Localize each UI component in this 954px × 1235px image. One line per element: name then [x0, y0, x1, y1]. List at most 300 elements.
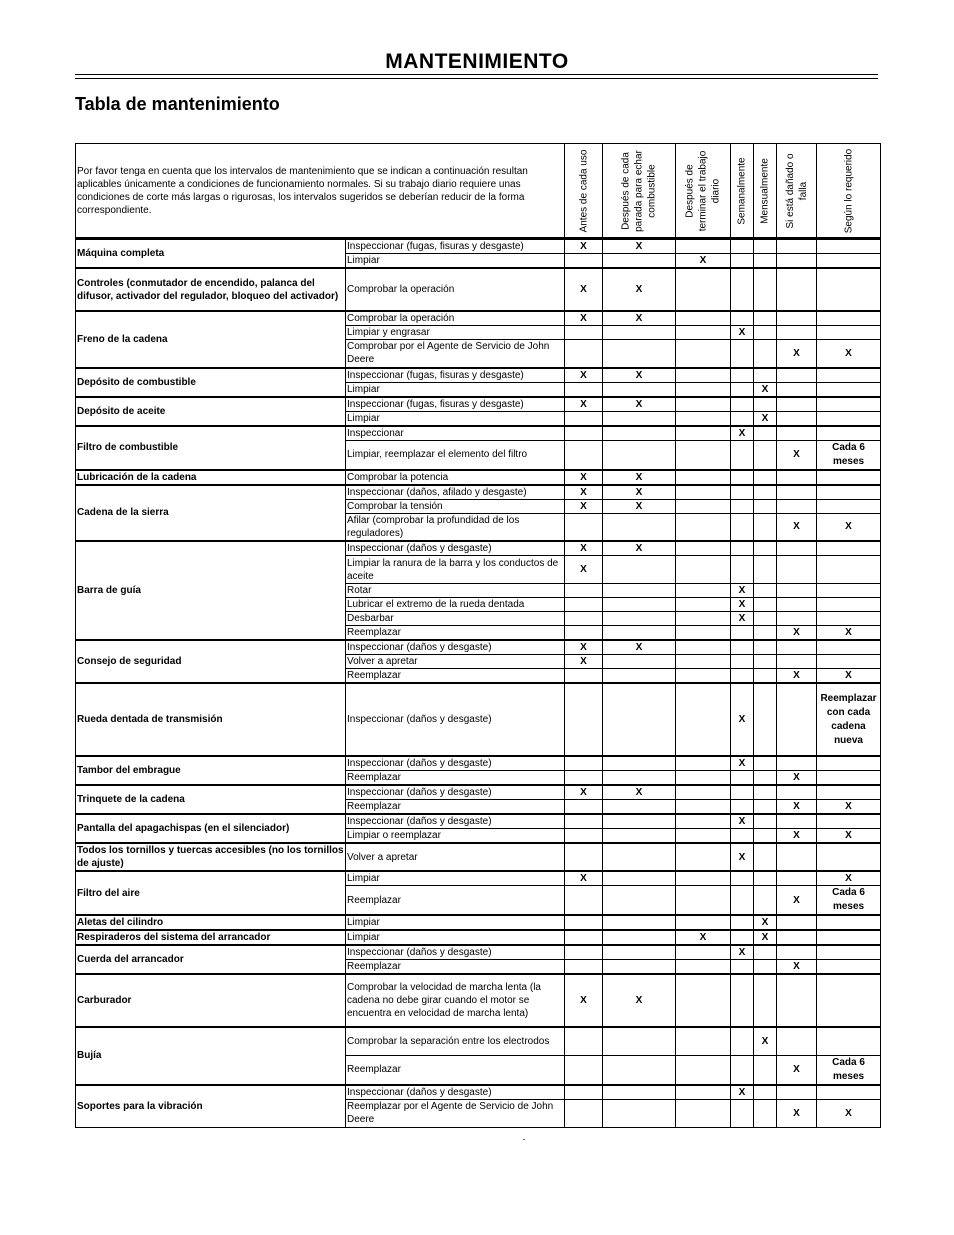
- task-cell: Inspeccionar (daños y desgaste): [346, 1085, 565, 1100]
- interval-mark-cell: [565, 1085, 603, 1100]
- interval-mark-cell: [754, 598, 777, 612]
- interval-mark-cell: [565, 612, 603, 626]
- table-row: [76, 1085, 881, 1100]
- interval-mark-cell: [754, 326, 777, 340]
- interval-mark-cell: [603, 945, 676, 960]
- section-heading: Tabla de mantenimiento: [75, 94, 280, 114]
- interval-mark-cell: X: [731, 612, 754, 626]
- interval-mark-cell: [565, 626, 603, 641]
- interval-mark-cell: [731, 871, 754, 886]
- interval-mark-cell: Cada 6 meses: [817, 440, 881, 470]
- interval-mark-cell: [603, 915, 676, 930]
- interval-mark-cell: [565, 886, 603, 916]
- interval-mark-cell: [777, 598, 817, 612]
- interval-mark-cell: X: [817, 513, 881, 541]
- interval-mark-cell: [676, 771, 731, 786]
- interval-mark-cell: [777, 499, 817, 513]
- interval-mark-cell: [754, 1099, 777, 1127]
- interval-mark-cell: [817, 1027, 881, 1055]
- interval-mark-cell: X: [777, 829, 817, 844]
- interval-mark-cell: X: [565, 368, 603, 383]
- component-cell: Lubricación de la cadena: [76, 470, 346, 485]
- interval-mark-cell: X: [777, 1055, 817, 1085]
- interval-mark-cell: X: [603, 499, 676, 513]
- interval-mark-cell: [817, 771, 881, 786]
- task-cell: Inspeccionar: [346, 426, 565, 441]
- interval-mark-cell: X: [565, 655, 603, 669]
- interval-mark-cell: [676, 411, 731, 426]
- task-cell: Inspeccionar (daños y desgaste): [346, 683, 565, 756]
- interval-mark-cell: X: [603, 640, 676, 655]
- interval-mark-cell: X: [676, 930, 731, 945]
- interval-mark-cell: [817, 268, 881, 311]
- interval-mark-cell: Cada 6 meses: [817, 886, 881, 916]
- interval-mark-cell: [676, 974, 731, 1027]
- interval-mark-cell: [565, 426, 603, 441]
- interval-mark-cell: [603, 626, 676, 641]
- interval-mark-cell: [817, 326, 881, 340]
- interval-mark-cell: [676, 814, 731, 829]
- interval-mark-cell: [817, 930, 881, 945]
- interval-mark-cell: [754, 1055, 777, 1085]
- task-cell: Afilar (comprobar la profundidad de los reguladores): [346, 513, 565, 541]
- interval-mark-cell: [754, 945, 777, 960]
- interval-mark-cell: [565, 584, 603, 598]
- interval-mark-cell: [565, 915, 603, 930]
- task-cell: Inspeccionar (fugas, fisuras y desgaste): [346, 397, 565, 412]
- interval-mark-cell: [603, 886, 676, 916]
- interval-mark-cell: X: [565, 785, 603, 800]
- interval-mark-cell: [565, 800, 603, 815]
- interval-mark-cell: [777, 756, 817, 771]
- interval-mark-cell: [603, 612, 676, 626]
- interval-mark-cell: [777, 814, 817, 829]
- interval-mark-cell: [603, 829, 676, 844]
- interval-mark-cell: [676, 871, 731, 886]
- interval-mark-cell: [676, 584, 731, 598]
- interval-mark-cell: [731, 311, 754, 326]
- interval-mark-cell: X: [777, 960, 817, 975]
- interval-mark-cell: X: [565, 311, 603, 326]
- interval-mark-cell: [676, 886, 731, 916]
- interval-mark-cell: [603, 326, 676, 340]
- interval-mark-cell: X: [817, 871, 881, 886]
- interval-mark-cell: [754, 612, 777, 626]
- interval-mark-cell: [817, 640, 881, 655]
- interval-mark-cell: [676, 915, 731, 930]
- interval-mark-cell: [676, 513, 731, 541]
- interval-mark-cell: [754, 340, 777, 368]
- table-row: [76, 683, 881, 756]
- table-row: [76, 930, 881, 945]
- interval-mark-cell: [777, 426, 817, 441]
- interval-mark-cell: [565, 411, 603, 426]
- interval-mark-cell: [676, 499, 731, 513]
- interval-mark-cell: [731, 669, 754, 684]
- interval-mark-cell: [817, 556, 881, 584]
- interval-mark-cell: [603, 1055, 676, 1085]
- interval-mark-cell: [676, 626, 731, 641]
- interval-mark-cell: [603, 683, 676, 756]
- interval-mark-cell: X: [754, 915, 777, 930]
- interval-mark-cell: X: [777, 626, 817, 641]
- interval-mark-cell: [676, 268, 731, 311]
- interval-mark-cell: [676, 1055, 731, 1085]
- task-cell: Inspeccionar (fugas, fisuras y desgaste): [346, 368, 565, 383]
- interval-mark-cell: [676, 1027, 731, 1055]
- task-cell: Comprobar la separación entre los electrodos: [346, 1027, 565, 1055]
- interval-mark-cell: [754, 974, 777, 1027]
- interval-mark-cell: [565, 513, 603, 541]
- interval-mark-cell: [676, 1085, 731, 1100]
- component-cell: Carburador: [76, 974, 346, 1027]
- interval-mark-cell: X: [731, 756, 754, 771]
- interval-mark-cell: [676, 598, 731, 612]
- interval-mark-cell: X: [777, 440, 817, 470]
- component-cell: Bujía: [76, 1027, 346, 1085]
- maintenance-table: [75, 143, 881, 1128]
- interval-mark-cell: [754, 1085, 777, 1100]
- interval-mark-cell: [817, 584, 881, 598]
- interval-mark-cell: X: [754, 930, 777, 945]
- component-cell: Rueda dentada de transmisión: [76, 683, 346, 756]
- task-cell: Inspeccionar (fugas, fisuras y desgaste): [346, 239, 565, 254]
- interval-mark-cell: [731, 485, 754, 500]
- interval-mark-cell: [817, 945, 881, 960]
- interval-mark-cell: X: [777, 886, 817, 916]
- table-row: [76, 974, 881, 1027]
- interval-mark-cell: [731, 655, 754, 669]
- interval-mark-cell: [676, 1099, 731, 1127]
- interval-mark-cell: X: [603, 268, 676, 311]
- task-cell: Desbarbar: [346, 612, 565, 626]
- interval-mark-cell: X: [731, 1085, 754, 1100]
- task-cell: Reemplazar: [346, 960, 565, 975]
- interval-mark-cell: [676, 960, 731, 975]
- table-row: [76, 311, 881, 326]
- interval-mark-cell: [777, 311, 817, 326]
- interval-mark-cell: [731, 930, 754, 945]
- interval-mark-cell: [603, 1027, 676, 1055]
- task-cell: Limpiar, reemplazar el elemento del filtro: [346, 440, 565, 470]
- table-row: [76, 814, 881, 829]
- interval-mark-cell: Cada 6 meses: [817, 1055, 881, 1085]
- interval-mark-cell: [754, 584, 777, 598]
- interval-mark-cell: [603, 513, 676, 541]
- interval-mark-cell: [777, 411, 817, 426]
- task-cell: Limpiar: [346, 382, 565, 397]
- task-cell: Inspeccionar (daños y desgaste): [346, 541, 565, 556]
- task-cell: Volver a apretar: [346, 655, 565, 669]
- interval-mark-cell: [754, 655, 777, 669]
- interval-mark-cell: X: [777, 669, 817, 684]
- table-row: [76, 945, 881, 960]
- interval-mark-cell: [777, 382, 817, 397]
- task-cell: Comprobar la operación: [346, 268, 565, 311]
- task-cell: Reemplazar: [346, 626, 565, 641]
- interval-mark-cell: [676, 311, 731, 326]
- interval-mark-cell: [777, 556, 817, 584]
- interval-mark-cell: [777, 640, 817, 655]
- interval-mark-cell: [754, 397, 777, 412]
- interval-mark-cell: X: [731, 814, 754, 829]
- component-cell: Trinquete de la cadena: [76, 785, 346, 814]
- interval-mark-cell: [731, 640, 754, 655]
- interval-mark-cell: [731, 254, 754, 269]
- task-cell: Inspeccionar (daños y desgaste): [346, 814, 565, 829]
- interval-mark-cell: [817, 843, 881, 871]
- table-row: [76, 426, 881, 441]
- interval-mark-cell: [676, 368, 731, 383]
- interval-mark-cell: [777, 915, 817, 930]
- interval-mark-cell: [565, 1099, 603, 1127]
- interval-mark-cell: X: [565, 499, 603, 513]
- interval-mark-cell: [565, 440, 603, 470]
- interval-mark-cell: [603, 930, 676, 945]
- interval-mark-cell: [754, 626, 777, 641]
- interval-mark-cell: [777, 945, 817, 960]
- interval-mark-cell: [565, 598, 603, 612]
- page-speck: [523, 1139, 525, 1140]
- column-header: Si está dañado o falla: [777, 144, 817, 239]
- interval-mark-cell: [603, 655, 676, 669]
- interval-mark-cell: [754, 871, 777, 886]
- interval-mark-cell: [676, 556, 731, 584]
- interval-mark-cell: [817, 470, 881, 485]
- component-cell: Soportes para la vibración: [76, 1085, 346, 1128]
- interval-mark-cell: [817, 785, 881, 800]
- interval-mark-cell: [603, 1099, 676, 1127]
- interval-mark-cell: [731, 785, 754, 800]
- interval-mark-cell: [777, 871, 817, 886]
- interval-mark-cell: [754, 640, 777, 655]
- interval-mark-cell: X: [565, 239, 603, 254]
- interval-mark-cell: [731, 368, 754, 383]
- interval-mark-cell: [603, 584, 676, 598]
- task-cell: Comprobar la velocidad de marcha lenta (la cadena no debe girar cuando el motor se encuentra en velocidad de marcha lenta): [346, 974, 565, 1027]
- interval-mark-cell: [817, 598, 881, 612]
- interval-mark-cell: [754, 239, 777, 254]
- interval-mark-cell: [676, 239, 731, 254]
- interval-mark-cell: [817, 915, 881, 930]
- interval-mark-cell: [565, 254, 603, 269]
- interval-mark-cell: [754, 368, 777, 383]
- table-row: [76, 485, 881, 500]
- interval-mark-cell: [676, 800, 731, 815]
- table-body: [76, 239, 881, 1128]
- task-cell: Limpiar o reemplazar: [346, 829, 565, 844]
- interval-mark-cell: X: [777, 771, 817, 786]
- interval-mark-cell: X: [731, 426, 754, 441]
- interval-mark-cell: X: [603, 311, 676, 326]
- component-cell: Todos los tornillos y tuercas accesibles (no los tornillos de ajuste): [77, 845, 344, 869]
- table-row: [76, 397, 881, 412]
- interval-mark-cell: [603, 382, 676, 397]
- task-cell: Rotar: [346, 584, 565, 598]
- component-cell: Freno de la cadena: [76, 311, 346, 368]
- task-cell: Inspeccionar (daños, afilado y desgaste): [346, 485, 565, 500]
- task-cell: Inspeccionar (daños y desgaste): [346, 945, 565, 960]
- column-header: Según lo requerido: [817, 144, 881, 239]
- column-header: Después de cada parada para echar combustible: [603, 144, 676, 239]
- interval-mark-cell: [754, 771, 777, 786]
- interval-mark-cell: [754, 785, 777, 800]
- interval-mark-cell: [565, 340, 603, 368]
- interval-mark-cell: X: [817, 1099, 881, 1127]
- interval-mark-cell: [603, 771, 676, 786]
- component-cell: Cadena de la sierra: [76, 485, 346, 542]
- component-cell: Consejo de seguridad: [76, 640, 346, 683]
- interval-mark-cell: [731, 974, 754, 1027]
- interval-mark-cell: [565, 756, 603, 771]
- table-row: [76, 785, 881, 800]
- interval-mark-cell: X: [817, 669, 881, 684]
- interval-mark-cell: X: [777, 340, 817, 368]
- table-row: [76, 239, 881, 254]
- interval-mark-cell: [731, 268, 754, 311]
- interval-mark-cell: [565, 683, 603, 756]
- interval-mark-cell: X: [565, 397, 603, 412]
- interval-mark-cell: [603, 598, 676, 612]
- interval-mark-cell: [676, 756, 731, 771]
- table-row: [76, 871, 881, 886]
- interval-mark-cell: [603, 800, 676, 815]
- task-cell: Lubricar el extremo de la rueda dentada: [346, 598, 565, 612]
- interval-mark-cell: X: [565, 556, 603, 584]
- component-cell: Pantalla del apagachispas (en el silenciador): [76, 814, 346, 843]
- interval-mark-cell: [817, 541, 881, 556]
- interval-mark-cell: X: [731, 326, 754, 340]
- component-cell: Filtro del aire: [76, 871, 346, 915]
- interval-mark-cell: X: [731, 843, 754, 871]
- interval-mark-cell: [754, 843, 777, 871]
- component-cell: Depósito de combustible: [76, 368, 346, 397]
- interval-mark-cell: [817, 1085, 881, 1100]
- task-cell: Limpiar: [346, 930, 565, 945]
- interval-mark-cell: [777, 268, 817, 311]
- task-cell: Limpiar: [346, 254, 565, 269]
- page-title: MANTENIMIENTO: [385, 50, 569, 73]
- interval-mark-cell: [817, 239, 881, 254]
- interval-mark-cell: [731, 340, 754, 368]
- interval-mark-cell: [676, 945, 731, 960]
- interval-mark-cell: [565, 1027, 603, 1055]
- interval-mark-cell: [731, 915, 754, 930]
- interval-mark-cell: [731, 541, 754, 556]
- interval-mark-cell: X: [603, 541, 676, 556]
- table-header-row: [76, 144, 881, 239]
- interval-mark-cell: [603, 254, 676, 269]
- interval-mark-cell: [676, 655, 731, 669]
- interval-mark-cell: [817, 382, 881, 397]
- title-rule-secondary: [75, 78, 878, 79]
- interval-mark-cell: [731, 1027, 754, 1055]
- interval-mark-cell: [817, 368, 881, 383]
- interval-mark-cell: X: [565, 268, 603, 311]
- interval-mark-cell: [731, 513, 754, 541]
- interval-mark-cell: [777, 485, 817, 500]
- interval-mark-cell: X: [565, 470, 603, 485]
- interval-mark-cell: [731, 411, 754, 426]
- interval-mark-cell: [777, 785, 817, 800]
- interval-mark-cell: [603, 556, 676, 584]
- task-cell: Limpiar: [346, 871, 565, 886]
- interval-mark-cell: [676, 612, 731, 626]
- interval-mark-cell: [754, 541, 777, 556]
- interval-mark-cell: X: [565, 541, 603, 556]
- interval-mark-cell: X: [754, 1027, 777, 1055]
- interval-mark-cell: X: [731, 945, 754, 960]
- interval-mark-cell: [676, 326, 731, 340]
- interval-mark-cell: [603, 426, 676, 441]
- task-cell: Comprobar la potencia: [346, 470, 565, 485]
- interval-mark-cell: [676, 683, 731, 756]
- interval-mark-cell: [754, 814, 777, 829]
- interval-mark-cell: [754, 513, 777, 541]
- interval-mark-cell: [603, 669, 676, 684]
- interval-mark-cell: [676, 340, 731, 368]
- interval-mark-cell: X: [565, 640, 603, 655]
- interval-mark-cell: [676, 470, 731, 485]
- interval-mark-cell: [817, 960, 881, 975]
- interval-mark-cell: [676, 785, 731, 800]
- interval-mark-cell: [603, 1085, 676, 1100]
- interval-mark-cell: Reemplazar con cada cadena nueva: [817, 683, 881, 756]
- table-row: [76, 470, 881, 485]
- table-row: [76, 843, 881, 871]
- table-row: [76, 915, 881, 930]
- interval-mark-cell: [754, 311, 777, 326]
- interval-mark-cell: [777, 326, 817, 340]
- table-row: [76, 1027, 881, 1055]
- interval-mark-cell: X: [777, 800, 817, 815]
- interval-mark-cell: X: [731, 584, 754, 598]
- task-cell: Comprobar la tensión: [346, 499, 565, 513]
- interval-mark-cell: X: [817, 626, 881, 641]
- table-row: [76, 756, 881, 771]
- interval-mark-cell: [731, 470, 754, 485]
- interval-mark-cell: [565, 771, 603, 786]
- interval-mark-cell: X: [603, 397, 676, 412]
- interval-mark-cell: [777, 470, 817, 485]
- interval-mark-cell: X: [731, 683, 754, 756]
- table-row: [76, 368, 881, 383]
- interval-mark-cell: [676, 397, 731, 412]
- interval-mark-cell: [777, 397, 817, 412]
- interval-mark-cell: [731, 1099, 754, 1127]
- interval-mark-cell: X: [754, 382, 777, 397]
- task-cell: Limpiar la ranura de la barra y los conductos de aceite: [346, 556, 565, 584]
- interval-mark-cell: [754, 485, 777, 500]
- interval-mark-cell: [817, 974, 881, 1027]
- task-cell: Reemplazar: [346, 1055, 565, 1085]
- task-cell: Inspeccionar (daños y desgaste): [346, 756, 565, 771]
- interval-mark-cell: [676, 382, 731, 397]
- interval-mark-cell: [777, 612, 817, 626]
- task-cell: Comprobar por el Agente de Servicio de John Deere: [346, 340, 565, 368]
- interval-mark-cell: X: [817, 340, 881, 368]
- interval-mark-cell: [777, 584, 817, 598]
- interval-mark-cell: [754, 829, 777, 844]
- interval-mark-cell: X: [565, 485, 603, 500]
- task-cell: Limpiar: [346, 411, 565, 426]
- interval-mark-cell: [603, 814, 676, 829]
- interval-mark-cell: [754, 683, 777, 756]
- interval-mark-cell: X: [603, 785, 676, 800]
- task-cell: Inspeccionar (daños y desgaste): [346, 785, 565, 800]
- column-header: Después de terminar el trabajo diario: [676, 144, 731, 239]
- interval-mark-cell: [565, 669, 603, 684]
